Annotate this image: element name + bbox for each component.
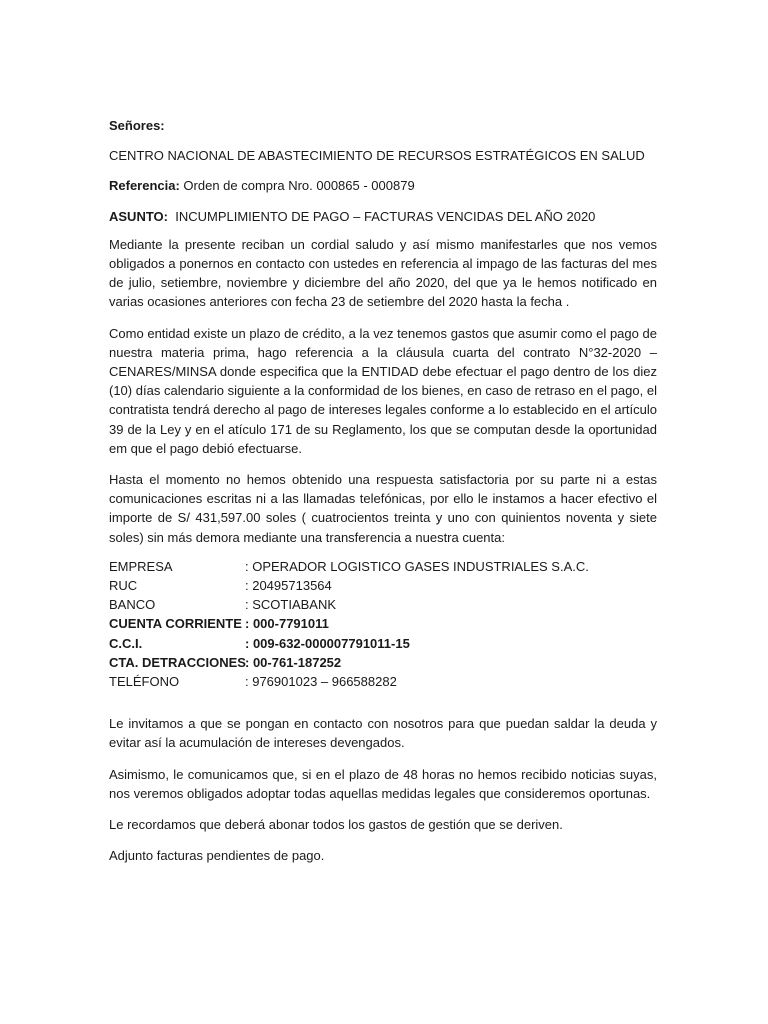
bank-value: : SCOTIABANK <box>245 597 337 613</box>
bank-value: : 00-761-187252 <box>245 654 342 670</box>
subject-line <box>109 207 657 226</box>
bank-row-cuenta-corriente <box>109 614 657 633</box>
bank-value: : 20495713564 <box>245 578 332 594</box>
bank-value: : 009-632-000007791011-15 <box>245 635 410 651</box>
paragraph-5: Asimismo, le comunicamos que, si en el plazo de 48 horas no hemos recibido noticias suyas, nos veremos obligados adoptar todas aquellas medidas legales que consideremos oportunas. <box>109 766 657 801</box>
bank-row-empresa <box>109 557 657 576</box>
salutation: Señores: <box>109 118 165 133</box>
bank-label: CTA. DETRACCIONES <box>109 654 246 670</box>
bank-value: : OPERADOR LOGISTICO GASES INDUSTRIALES S.A.C. <box>245 558 589 574</box>
paragraph-1: Mediante la presente reciban un cordial saludo y así mismo manifestarles que nos vemos obligados a ponernos en contacto con ustedes en referencia al impago de las facturas del mes de julio, setiembre, noviembre y diciembre del año 2020, del que ya le hemos notificado en varias ocasiones anteriores con fecha 23 de setiembre del 2020 hasta la fecha . <box>109 236 657 310</box>
bank-label: EMPRESA <box>109 558 173 574</box>
bank-label: C.C.I. <box>109 635 143 651</box>
bank-row-banco <box>109 595 657 614</box>
paragraph-2: Como entidad existe un plazo de crédito, a la vez tenemos gastos que asumir como el pago de nuestra materia prima, hago referencia a la cláusula cuarta del contrato N°32-2020 – CENARES/MINSA donde especifica que la ENTIDAD debe efectuar el pago dentro de los diez (10) días calendario siguiente a la conformidad de los bienes, en caso de retraso en el pago, el contratista tendrá derecho al pago de intereses legales conforme a lo establecido en el artículo 39 de la Ley y en el atículo 171 de su Reglamento, los que se computan desde la oportunidad em que el pago debió efectuarse. <box>109 325 657 456</box>
bank-label: CUENTA CORRIENTE <box>109 616 242 632</box>
bank-label: RUC <box>109 578 138 594</box>
reference-line <box>109 176 657 195</box>
bank-details <box>109 557 657 691</box>
bank-row-ruc <box>109 576 657 595</box>
paragraph-4: Le invitamos a que se pongan en contacto con nosotros para que puedan saldar la deuda y evitar así la acumulación de intereses devengados. <box>109 716 657 751</box>
bank-label: BANCO <box>109 597 156 613</box>
paragraph-7: Adjunto facturas pendientes de pago. <box>109 848 325 864</box>
bank-row-telefono <box>109 672 657 691</box>
bank-value: : 000-7791011 <box>245 616 329 632</box>
bank-row-cci <box>109 634 657 653</box>
paragraph-3: Hasta el momento no hemos obtenido una respuesta satisfactoria por su parte ni a estas comunicaciones escritas ni a las llamadas telefónicas, por ello le instamos a hacer efectivo el importe de S/ 431,597.00 soles ( cuatrocientos treinta y uno con quinientos noventa y siete soles) sin más demora mediante una transferencia a nuestra cuenta: <box>109 472 657 545</box>
paragraph-6: Le recordamos que deberá abonar todos los gastos de gestión que se deriven. <box>109 816 563 832</box>
bank-label: TELÉFONO <box>109 673 180 689</box>
bank-row-detracciones <box>109 653 657 672</box>
letter-document <box>109 116 657 877</box>
subject-value: INCUMPLIMIENTO DE PAGO – FACTURAS VENCIDAS DEL AÑO 2020 <box>167 208 596 224</box>
recipient: CENTRO NACIONAL DE ABASTECIMIENTO DE RECURSOS ESTRATÉGICOS EN SALUD <box>109 148 645 164</box>
reference-label: Referencia: <box>109 178 180 194</box>
bank-value: : 976901023 – 966588282 <box>245 673 397 689</box>
reference-value: Orden de compra Nro. 000865 - 000879 <box>179 178 415 194</box>
subject-label: ASUNTO: <box>109 208 168 224</box>
